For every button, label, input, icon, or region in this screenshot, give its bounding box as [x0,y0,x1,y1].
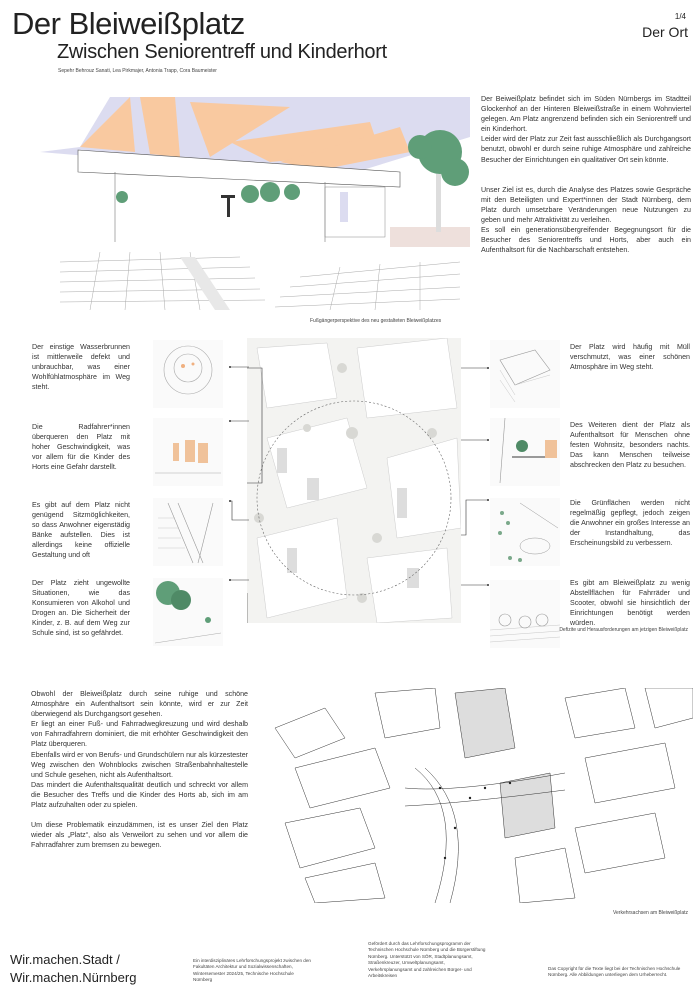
callout-lines-right [461,360,491,620]
deficit-text-litter: Der Platz wird häufig mit Müll verschmutzt, was einer schönen Atmosphäre im Weg steht. [570,343,690,372]
traffic-paragraph: Er liegt an einer Fuß- und Fahrradwegkreuzung und wird deshalb von Fahrradfahrern dominiert, die mit erhöhter Geschwindigkeit den Platz überqueren. [31,720,248,749]
deficit-text-cyclists: Die Radfahrer*innen überqueren den Platz mit hoher Geschwindigkeit, was vor allem für die Kinder des Horts eine Gefahr darstellt. [32,423,130,472]
site-plan-map [247,338,461,623]
page-number: 1/4 [674,12,686,21]
bicycle-sketch [490,580,560,648]
page-title: Der Bleiweißplatz [12,6,245,41]
traffic-paragraph: Das mindert die Aufenthaltsqualität deutlich und schreckt vor allem die Besucher des Treffs und die Kinder des Horts ab, sich im am Platz aufzuhalten oder zu spielen. [31,780,248,810]
page-subtitle: Zwischen Seniorentreff und Kinderhort [57,41,387,63]
deficit-text-safety: Der Platz zieht ungewollte Situationen, wie das Konsumieren von Alkohol und Drogen an. Die Sicherheit der Kinder, z. B. auf dem Weg zur Schule sind, ist so gefährdet. [32,579,130,638]
perspective-illustration [40,92,472,312]
deficit-text-bicycle-parking: Es gibt am Bleiweißplatz zu wenig Abstellflächen für Fahrräder und Scooter, obwohl sie hinsichtlich der Einrichtungen benötigt werden würden. [570,579,690,628]
traffic-text [31,689,248,850]
intro-paragraph: Der Beiweißplatz befindet sich im Süden Nürnbergs im Stadtteil Glockenhof an der Hinteren Bleiweißstraße in einem Wohnviertel gelegen. Am Platz angrenzend befinden sich ein Seniorentreff und ein Kinderhort. [481,95,691,134]
logo-line: Wir.machen.Stadt / [10,952,120,967]
deficit-text-greenery: Die Grünflächen werden nicht regelmäßig gepflegt, jedoch zeigen die Anwohner ein großes Interesse an der Instandhaltung, das Erscheinungsbild zu verbessern. [570,499,690,548]
footer-project-info: Ein interdisziplinäres Lehrforschungsprojekt zwischen den Fakultäten Architektur und Sozialwissenschaften, Wintersemester 2024/25, Technische Hochschule Nürnberg [193,958,311,983]
authors: Sepehr Behrouz Sanati, Lea Pirkmajer, Antonia Trapp, Cora Baumeister [58,68,217,74]
perspective-caption: Fußgängerperspektive des neu gestalteten Bleiweißplatzes [310,318,442,324]
project-logo [10,951,136,987]
greenery-sketch [490,498,560,566]
callout-lines-left [130,360,250,620]
deficits-caption: Defizite und Herausforderungen am jetzigen Bleiweißplatz [559,627,688,633]
homeless-sketch [490,418,560,486]
traffic-paragraph: Ebenfalls wird er von Berufs- und Grundschülern nur als kürzestester Weg zwischen den Wohnblocks zwischen Straßenbahnhaltestelle und Schule gesehen, nicht als Aufenthaltsort. [31,750,248,779]
deficit-text-fountain: Der einstige Wasserbrunnen ist mittlerweile defekt und unbrauchbar, was einer Wohlfühlatmosphäre im Weg steht. [32,343,130,392]
litter-sketch [490,340,560,408]
deficit-text-seating: Es gibt auf dem Platz nicht genügend Sitzmöglichkeiten, so dass Anwohner eigenstädig Bänke aufstellen. Dies ist allerdings keine offizielle Gestaltung und oft [32,501,130,560]
traffic-caption: Verkehrsachsen am Bleiweißplatz [612,910,688,916]
logo-line: Wir.machen.Nürnberg [10,970,137,985]
deficit-text-homeless: Des Weiteren dient der Platz als Aufenthaltsort für Menschen ohne festen Wohnsitz, besonders nachts. Das kann Menschen teilweise abschrecken den Platz zu besuchen. [570,421,690,470]
traffic-paragraph: Um diese Problematik einzudämmen, ist es unser Ziel den Platz wieder als „Platz“, also als Verweilort zu sehen und vor allem die Fahrradfahrer zum bremsen zu bewegen. [31,821,248,850]
footer-copyright: Das Copyright für die Texte liegt bei der Technischen Hochschule Nürnberg. Alle Abbildungen unterliegen dem Urheberrecht. [548,966,681,978]
section-title: Der Ort [642,24,688,40]
intro-paragraph: Es soll ein generationsübergreifender Begegnungsort für die Besucher des Seniorentreffs und Horts, aber auch ein Aufenthaltsort für die Nachbarschaft entstehen. [481,226,691,255]
traffic-paragraph: Obwohl der Bleiweißplatz durch seine ruhige und schöne Atmosphäre ein Aufenthaltsort sein könnte, wird er zur Zeit überwiegend als Durchgangsort gesehen. [31,690,248,719]
footer-funding-info: Gefördert durch das Lehrforschungsprogramm der Technischen Hochschule Nürnberg und die Bürgerstiftung Nürnberg. Unterstützt von SÖR, Stadtplanungsamt, Straßenkreuzer, Umweltplanungsamt, Verkehrsplanungsamt und zahlreichen Bürger- und Arbeitskreisen [368,941,486,979]
intro-text [481,94,691,255]
intro-paragraph: Unser Ziel ist es, durch die Analyse des Platzes sowie Gespräche mit den Beteiligten und Expert*innen der Stadt Nürnberg, dem Platz durch umsetzbare Veränderungen neue Nutzungen zu geben und mehr Attraktivität zu verleihen. [481,185,691,224]
intro-paragraph: Leider wird der Platz zur Zeit fast ausschließlich als Durchgangsort benutzt, obwohl er durch seine ruhige Atmosphäre und zahlreiche Besucher der Einrichtungen ein qualitativer Ort sein könnte. [481,135,691,164]
traffic-axes-map [265,688,693,903]
